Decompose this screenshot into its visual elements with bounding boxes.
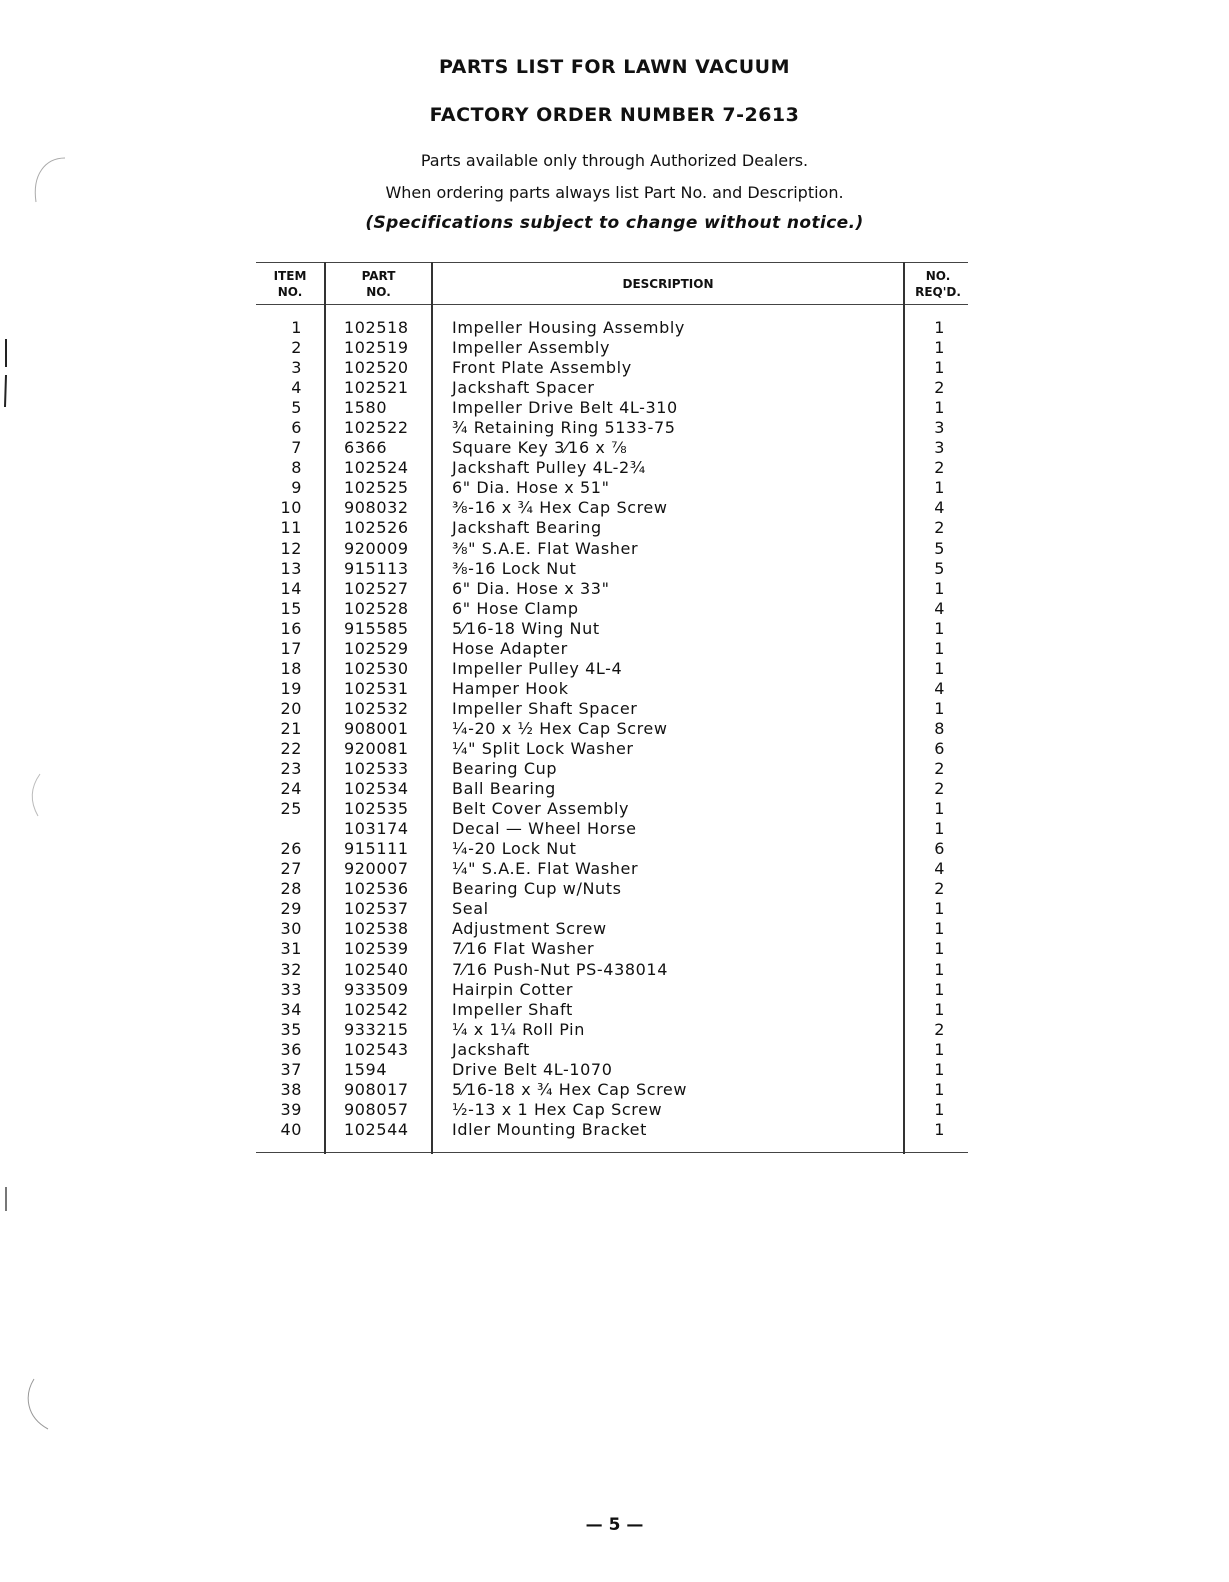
item-no: 28 [280, 879, 302, 899]
qty-required: 2 [934, 1019, 945, 1039]
description: ¼" Split Lock Washer [452, 738, 634, 758]
table-row [0, 358, 1229, 378]
col-header-item-line1: ITEM [273, 269, 307, 283]
table-row [0, 919, 1229, 939]
qty-required: 5 [934, 538, 945, 558]
col-header-item [256, 268, 324, 300]
description: ⅜-16 Lock Nut [452, 558, 577, 578]
item-no: 1 [291, 318, 302, 337]
table-row [0, 1100, 1229, 1120]
col-header-qty-line1: NO. [925, 269, 951, 283]
col-header-item-line2: NO. [277, 285, 303, 299]
table-row [0, 659, 1229, 679]
table-row [0, 819, 1229, 839]
table-row [0, 619, 1229, 639]
part-no: 920009 [344, 538, 409, 558]
description: Decal — Wheel Horse [452, 819, 637, 839]
col-header-part-line2: NO. [366, 285, 391, 299]
qty-required: 5 [934, 558, 945, 578]
part-no: 102529 [344, 638, 409, 658]
part-no: 102536 [344, 879, 409, 899]
item-no: 24 [280, 779, 302, 799]
description: Jackshaft Spacer [452, 378, 595, 398]
qty-required: 1 [934, 338, 945, 358]
col-header-part-line1: PART [361, 269, 396, 283]
qty-required: 1 [934, 919, 945, 939]
description: Impeller Pulley 4L-4 [452, 658, 623, 678]
page-title: PARTS LIST FOR LAWN VACUUM [439, 56, 790, 78]
part-no: 102525 [344, 478, 409, 498]
description: Bearing Cup w/Nuts [452, 879, 622, 899]
page-number: — 5 — [585, 1515, 644, 1535]
part-no: 103174 [344, 819, 409, 839]
table-row [0, 1120, 1229, 1140]
col-header-description: DESCRIPTION [622, 277, 714, 291]
part-no: 908017 [344, 1079, 409, 1099]
item-no: 40 [280, 1119, 302, 1139]
part-no: 102542 [344, 999, 409, 1019]
table-top-rule [256, 262, 968, 263]
description: ¼ x 1¼ Roll Pin [452, 1019, 585, 1039]
part-no: 908001 [344, 718, 409, 738]
item-no: 11 [280, 518, 302, 538]
col-header-qty [905, 268, 971, 300]
description: Bearing Cup [452, 759, 558, 779]
table-row [0, 498, 1229, 518]
part-no: 915113 [344, 558, 409, 578]
description: 7⁄16 Push-Nut PS-438014 [452, 959, 668, 979]
qty-required: 1 [934, 999, 945, 1019]
table-row [0, 1000, 1229, 1020]
qty-required: 1 [934, 1079, 945, 1099]
qty-required: 1 [934, 398, 945, 418]
table-row [0, 799, 1229, 819]
part-no: 102520 [344, 358, 409, 378]
table-row [0, 699, 1229, 719]
description: Impeller Drive Belt 4L-310 [452, 398, 678, 418]
qty-required: 2 [934, 759, 945, 779]
scan-mark-bottom [20, 1375, 60, 1435]
description: Jackshaft Bearing [452, 518, 602, 538]
item-no: 16 [280, 618, 302, 638]
description: ¼-20 Lock Nut [452, 839, 577, 859]
qty-required: 1 [934, 1059, 945, 1079]
description: ½-13 x 1 Hex Cap Screw [452, 1099, 663, 1119]
qty-required: 8 [934, 718, 945, 738]
part-no: 102540 [344, 959, 409, 979]
table-row [0, 939, 1229, 959]
item-no: 6 [291, 418, 302, 438]
item-no: 21 [280, 718, 302, 738]
qty-required: 6 [934, 738, 945, 758]
part-no: 908032 [344, 498, 409, 518]
part-no: 102518 [344, 318, 409, 337]
part-no: 102530 [344, 658, 409, 678]
qty-required: 1 [934, 478, 945, 498]
part-no: 102528 [344, 598, 409, 618]
table-row [0, 438, 1229, 458]
part-no: 102521 [344, 378, 409, 398]
qty-required: 1 [934, 638, 945, 658]
part-no: 102526 [344, 518, 409, 538]
description: Square Key 3⁄16 x ⅞ [452, 438, 628, 458]
part-no: 915111 [344, 839, 409, 859]
qty-required: 1 [934, 1119, 945, 1139]
item-no: 20 [280, 698, 302, 718]
table-row [0, 518, 1229, 538]
description: Hose Adapter [452, 638, 568, 658]
binder-mark [0, 335, 12, 415]
part-no: 102532 [344, 698, 409, 718]
description: 6" Hose Clamp [452, 598, 579, 618]
qty-required: 1 [934, 1039, 945, 1059]
item-no: 26 [280, 839, 302, 859]
header-bottom-rule [256, 304, 968, 305]
ordering-note: When ordering parts always list Part No. and Description. [385, 183, 844, 202]
description: Belt Cover Assembly [452, 799, 630, 819]
qty-required: 2 [934, 779, 945, 799]
qty-required: 1 [934, 899, 945, 919]
table-row [0, 859, 1229, 879]
table-row [0, 418, 1229, 438]
table-row [0, 398, 1229, 418]
part-no: 915585 [344, 618, 409, 638]
qty-required: 3 [934, 438, 945, 458]
qty-required: 4 [934, 598, 945, 618]
part-no: 102533 [344, 759, 409, 779]
table-row [0, 960, 1229, 980]
item-no: 2 [291, 338, 302, 358]
item-no: 34 [280, 999, 302, 1019]
qty-required: 1 [934, 1099, 945, 1119]
description: Hamper Hook [452, 678, 569, 698]
item-no: 33 [280, 979, 302, 999]
binder-mark-lower [0, 1185, 12, 1215]
part-no: 102524 [344, 458, 409, 478]
item-no: 32 [280, 959, 302, 979]
item-no: 25 [280, 799, 302, 819]
description: ¾ Retaining Ring 5133-75 [452, 418, 676, 438]
table-row [0, 719, 1229, 739]
item-no: 39 [280, 1099, 302, 1119]
item-no: 5 [291, 398, 302, 418]
table-row [0, 318, 1229, 338]
col-header-qty-line2: REQ'D. [915, 285, 961, 299]
table-row [0, 599, 1229, 619]
part-no: 102519 [344, 338, 409, 358]
part-no: 102539 [344, 939, 409, 959]
table-bottom-rule [256, 1152, 968, 1153]
qty-required: 4 [934, 859, 945, 879]
table-row [0, 1040, 1229, 1060]
item-no: 7 [291, 438, 302, 458]
qty-required: 1 [934, 959, 945, 979]
table-row [0, 839, 1229, 859]
description: Ball Bearing [452, 779, 556, 799]
qty-required: 1 [934, 979, 945, 999]
description: Impeller Shaft Spacer [452, 698, 638, 718]
table-row [0, 539, 1229, 559]
table-row [0, 338, 1229, 358]
col-header-part [326, 268, 431, 300]
item-no: 15 [280, 598, 302, 618]
description: Impeller Shaft [452, 999, 573, 1019]
item-no: 29 [280, 899, 302, 919]
description: Front Plate Assembly [452, 358, 632, 378]
qty-required: 1 [934, 358, 945, 378]
item-no: 31 [280, 939, 302, 959]
qty-required: 6 [934, 839, 945, 859]
dealer-note: Parts available only through Authorized Dealers. [420, 151, 809, 170]
part-no: 102543 [344, 1039, 409, 1059]
part-no: 933215 [344, 1019, 409, 1039]
item-no: 12 [280, 538, 302, 558]
table-row [0, 779, 1229, 799]
qty-required: 4 [934, 678, 945, 698]
description: Idler Mounting Bracket [452, 1119, 647, 1139]
part-no: 102538 [344, 919, 409, 939]
item-no: 38 [280, 1079, 302, 1099]
description: Impeller Housing Assembly [452, 318, 685, 337]
qty-required: 1 [934, 578, 945, 598]
item-no: 36 [280, 1039, 302, 1059]
qty-required: 1 [934, 318, 945, 337]
part-no: 102522 [344, 418, 409, 438]
item-no: 9 [291, 478, 302, 498]
item-no: 3 [291, 358, 302, 378]
description: Adjustment Screw [452, 919, 607, 939]
qty-required: 1 [934, 819, 945, 839]
item-no: 8 [291, 458, 302, 478]
description: ⅜" S.A.E. Flat Washer [452, 538, 639, 558]
specifications-note: (Specifications subject to change without notice.) [365, 213, 864, 233]
part-no: 920007 [344, 859, 409, 879]
qty-required: 1 [934, 658, 945, 678]
part-no: 102537 [344, 899, 409, 919]
item-no: 13 [280, 558, 302, 578]
qty-required: 2 [934, 518, 945, 538]
description: 5⁄16-18 Wing Nut [452, 618, 600, 638]
table-row [0, 1080, 1229, 1100]
table-row [0, 679, 1229, 699]
part-no: 933509 [344, 979, 409, 999]
item-no: 23 [280, 759, 302, 779]
item-no: 19 [280, 678, 302, 698]
item-no: 14 [280, 578, 302, 598]
qty-required: 1 [934, 799, 945, 819]
description: 6" Dia. Hose x 51" [452, 478, 610, 498]
table-row [0, 739, 1229, 759]
part-no: 102534 [344, 779, 409, 799]
description: 7⁄16 Flat Washer [452, 939, 595, 959]
factory-order-number: FACTORY ORDER NUMBER 7-2613 [429, 104, 800, 126]
table-row [0, 899, 1229, 919]
qty-required: 4 [934, 498, 945, 518]
part-no: 908057 [344, 1099, 409, 1119]
part-no: 102531 [344, 678, 409, 698]
qty-required: 2 [934, 378, 945, 398]
description: ⅜-16 x ¾ Hex Cap Screw [452, 498, 668, 518]
description: Impeller Assembly [452, 338, 611, 358]
qty-required: 1 [934, 939, 945, 959]
qty-required: 2 [934, 458, 945, 478]
item-no: 37 [280, 1059, 302, 1079]
description: Hairpin Cotter [452, 979, 574, 999]
description: Drive Belt 4L-1070 [452, 1059, 613, 1079]
description: 5⁄16-18 x ¾ Hex Cap Screw [452, 1079, 688, 1099]
scan-mark-top [20, 150, 70, 210]
table-row [0, 879, 1229, 899]
description: ¼-20 x ½ Hex Cap Screw [452, 718, 668, 738]
part-no: 102544 [344, 1119, 409, 1139]
description: ¼" S.A.E. Flat Washer [452, 859, 639, 879]
item-no: 10 [280, 498, 302, 518]
item-no: 4 [291, 378, 302, 398]
qty-required: 1 [934, 618, 945, 638]
part-no: 1594 [344, 1059, 388, 1079]
table-row [0, 1060, 1229, 1080]
item-no: 35 [280, 1019, 302, 1039]
parts-table-body [0, 318, 1229, 1140]
qty-required: 3 [934, 418, 945, 438]
table-row [0, 559, 1229, 579]
table-row [0, 980, 1229, 1000]
item-no: 30 [280, 919, 302, 939]
item-no: 17 [280, 638, 302, 658]
description: Jackshaft Pulley 4L-2¾ [452, 458, 646, 478]
item-no: 22 [280, 738, 302, 758]
item-no: 27 [280, 859, 302, 879]
description: 6" Dia. Hose x 33" [452, 578, 610, 598]
qty-required: 1 [934, 698, 945, 718]
table-row [0, 579, 1229, 599]
table-row [0, 639, 1229, 659]
table-row [0, 759, 1229, 779]
table-row [0, 378, 1229, 398]
table-row [0, 1020, 1229, 1040]
part-no: 6366 [344, 438, 388, 458]
table-row [0, 478, 1229, 498]
part-no: 102535 [344, 799, 409, 819]
description: Seal [452, 899, 489, 919]
item-no: 18 [280, 658, 302, 678]
qty-required: 2 [934, 879, 945, 899]
part-no: 102527 [344, 578, 409, 598]
part-no: 920081 [344, 738, 409, 758]
part-no: 1580 [344, 398, 388, 418]
description: Jackshaft [452, 1039, 530, 1059]
table-row [0, 458, 1229, 478]
scan-mark-middle [20, 770, 50, 820]
